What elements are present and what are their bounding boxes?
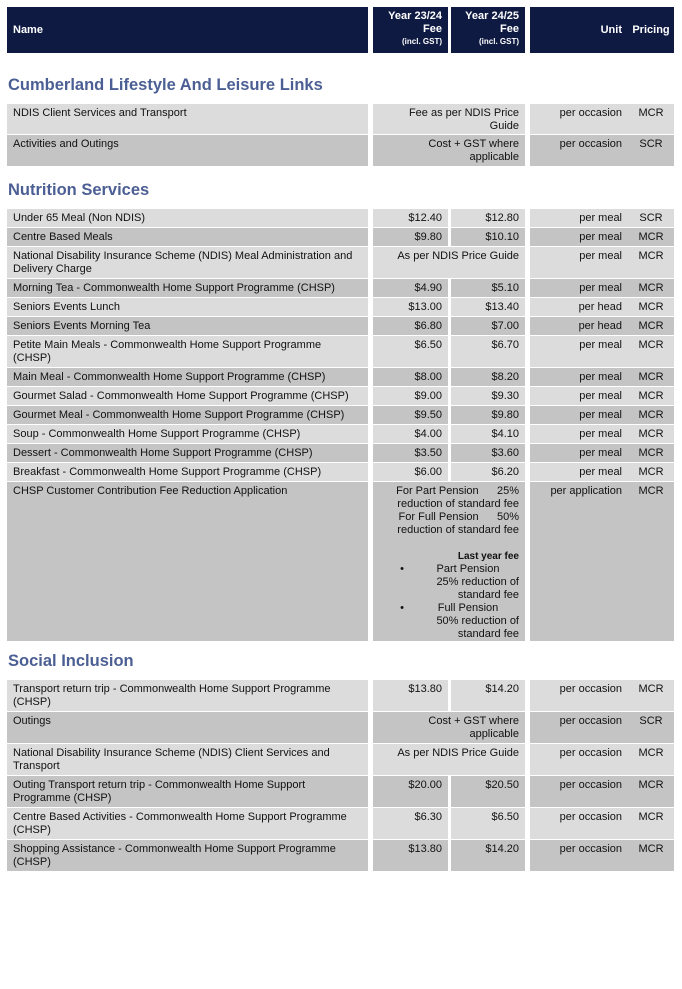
header-pricing: Pricing	[628, 7, 674, 53]
table-row: Under 65 Meal (Non NDIS) $12.40 $12.80 per meal SCR	[7, 209, 676, 227]
table-row-fee-reduction: CHSP Customer Contribution Fee Reduction Application For Part Pension 25% reduction of standard fee For Full Pension 50% reduction of standard fee Last year fee • Part Pension 25% reduction of standard fee • Full Pension 50% reduction of standard fee per application MCR	[7, 482, 676, 641]
full-pension-item: • Full Pension	[393, 602, 519, 615]
table-row: Centre Based Meals $9.80 $10.10 per meal MCR	[7, 228, 676, 246]
table-row: National Disability Insurance Scheme (NDIS) Meal Administration and Delivery Charge As per NDIS Price Guide per meal MCR	[7, 247, 676, 278]
table-row: Transport return trip - Commonwealth Home Support Programme (CHSP) $13.80 $14.20 per occasion MCR	[7, 680, 676, 711]
table-header	[7, 7, 676, 53]
table-row: Seniors Events Morning Tea $6.80 $7.00 per head MCR	[7, 317, 676, 335]
table-row: Shopping Assistance - Commonwealth Home Support Programme (CHSP) $13.80 $14.20 per occasion MCR	[7, 840, 676, 871]
bullet-icon: •	[400, 563, 404, 575]
table-row: Gourmet Meal - Commonwealth Home Support Programme (CHSP) $9.50 $9.80 per meal MCR	[7, 406, 676, 424]
section-title-social-inclusion: Social Inclusion	[8, 652, 134, 670]
bullet-icon: •	[400, 602, 404, 614]
table-row: Petite Main Meals - Commonwealth Home Support Programme (CHSP) $6.50 $6.70 per meal MCR	[7, 336, 676, 367]
nutrition-table	[7, 209, 676, 641]
table-row: Activities and Outings Cost + GST where applicable per occasion SCR	[7, 135, 676, 166]
table-row: Centre Based Activities - Commonwealth Home Support Programme (CHSP) $6.30 $6.50 per occasion MCR	[7, 808, 676, 839]
section-title-nutrition: Nutrition Services	[8, 181, 150, 199]
social-inclusion-table	[7, 680, 676, 871]
table-row: Outings Cost + GST where applicable per occasion SCR	[7, 712, 676, 743]
table-row: Outing Transport return trip - Commonwealth Home Support Programme (CHSP) $20.00 $20.50 per occasion MCR	[7, 776, 676, 807]
table-row: Soup - Commonwealth Home Support Programme (CHSP) $4.00 $4.10 per meal MCR	[7, 425, 676, 443]
table-row: National Disability Insurance Scheme (NDIS) Client Services and Transport As per NDIS Price Guide per occasion MCR	[7, 744, 676, 775]
header-fee-2425: Year 24/25 Fee (incl. GST)	[451, 7, 525, 53]
header-name: Name	[7, 7, 368, 53]
table-row: Seniors Events Lunch $13.00 $13.40 per head MCR	[7, 298, 676, 316]
table-row: Dessert - Commonwealth Home Support Programme (CHSP) $3.50 $3.60 per meal MCR	[7, 444, 676, 462]
last-year-fee-label: Last year fee	[457, 551, 519, 562]
table-row: Main Meal - Commonwealth Home Support Programme (CHSP) $8.00 $8.20 per meal MCR	[7, 368, 676, 386]
header-fee-2324: Year 23/24 Fee (incl. GST)	[373, 7, 448, 53]
part-pension-item: • Part Pension	[393, 563, 519, 576]
table-row: Breakfast - Commonwealth Home Support Programme (CHSP) $6.00 $6.20 per meal MCR	[7, 463, 676, 481]
table-row: Morning Tea - Commonwealth Home Support Programme (CHSP) $4.90 $5.10 per meal MCR	[7, 279, 676, 297]
cumberland-table	[7, 104, 676, 166]
header-unit: Unit	[530, 7, 628, 53]
fee-reduction-details: For Part Pension 25% reduction of standard fee For Full Pension 50% reduction of standard fee Last year fee • Part Pension 25% reduction of standard fee • Full Pension 50% reduction of standard fee	[373, 482, 525, 641]
table-row: Gourmet Salad - Commonwealth Home Support Programme (CHSP) $9.00 $9.30 per meal MCR	[7, 387, 676, 405]
table-row: NDIS Client Services and Transport Fee as per NDIS Price Guide per occasion MCR	[7, 104, 676, 134]
section-title-cumberland: Cumberland Lifestyle And Leisure Links	[8, 76, 323, 94]
